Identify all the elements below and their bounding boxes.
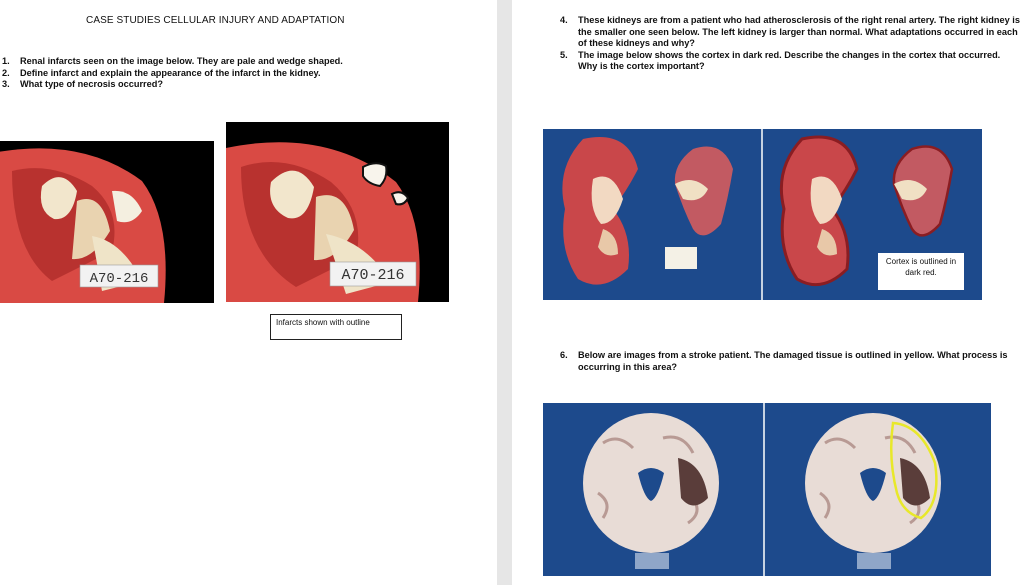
- question-number: 2.: [2, 67, 10, 78]
- question-item: [560, 350, 1022, 373]
- kidney-infarct-outlined-photo: [226, 122, 449, 302]
- question-list-left: [2, 56, 472, 91]
- question-text: Renal infarcts seen on the image below. They are pale and wedge shaped.: [20, 56, 343, 66]
- kidney-comparison-photo: [543, 129, 982, 300]
- cortex-callout: Cortex is outlined in dark red.: [878, 253, 964, 290]
- document-page-right: [512, 0, 1024, 585]
- question-item: [2, 56, 472, 68]
- question-text: What type of necrosis occurred?: [20, 79, 163, 89]
- question-item: [560, 15, 1022, 50]
- specimen-label: A70-216: [341, 267, 405, 284]
- question-number: 5.: [560, 49, 568, 60]
- question-item: [2, 68, 472, 80]
- question-text: The image below shows the cortex in dark red. Describe the changes in the cortex that occurred. Why is the cortex important?: [578, 49, 1001, 71]
- question-item: [2, 79, 472, 91]
- question-list-right-bottom: [560, 350, 1022, 373]
- specimen-label: A70-216: [89, 271, 149, 287]
- question-number: 1.: [2, 56, 10, 66]
- question-number: 4.: [560, 15, 568, 25]
- question-item: [560, 50, 1022, 73]
- question-text: These kidneys are from a patient who had atherosclerosis of the right renal artery. The right kidney is the smaller one seen below. The left kidney is larger than normal. What adaptations occurred in each of these kidneys and why?: [578, 15, 1020, 48]
- question-text: Define infarct and explain the appearance of the infarct in the kidney.: [20, 67, 321, 78]
- figure-caption: Infarcts shown with outline: [270, 314, 402, 340]
- question-number: 3.: [2, 79, 10, 89]
- page-title: CASE STUDIES CELLULAR INJURY AND ADAPTATION: [86, 15, 345, 26]
- brain-stroke-photo: [543, 403, 991, 576]
- question-list-right-top: [560, 15, 1022, 73]
- question-text: Below are images from a stroke patient. The damaged tissue is outlined in yellow. What process is occurring in this area?: [578, 350, 1008, 372]
- kidney-infarct-photo: [0, 141, 214, 303]
- document-page-left: [0, 0, 497, 585]
- question-number: 6.: [560, 350, 568, 360]
